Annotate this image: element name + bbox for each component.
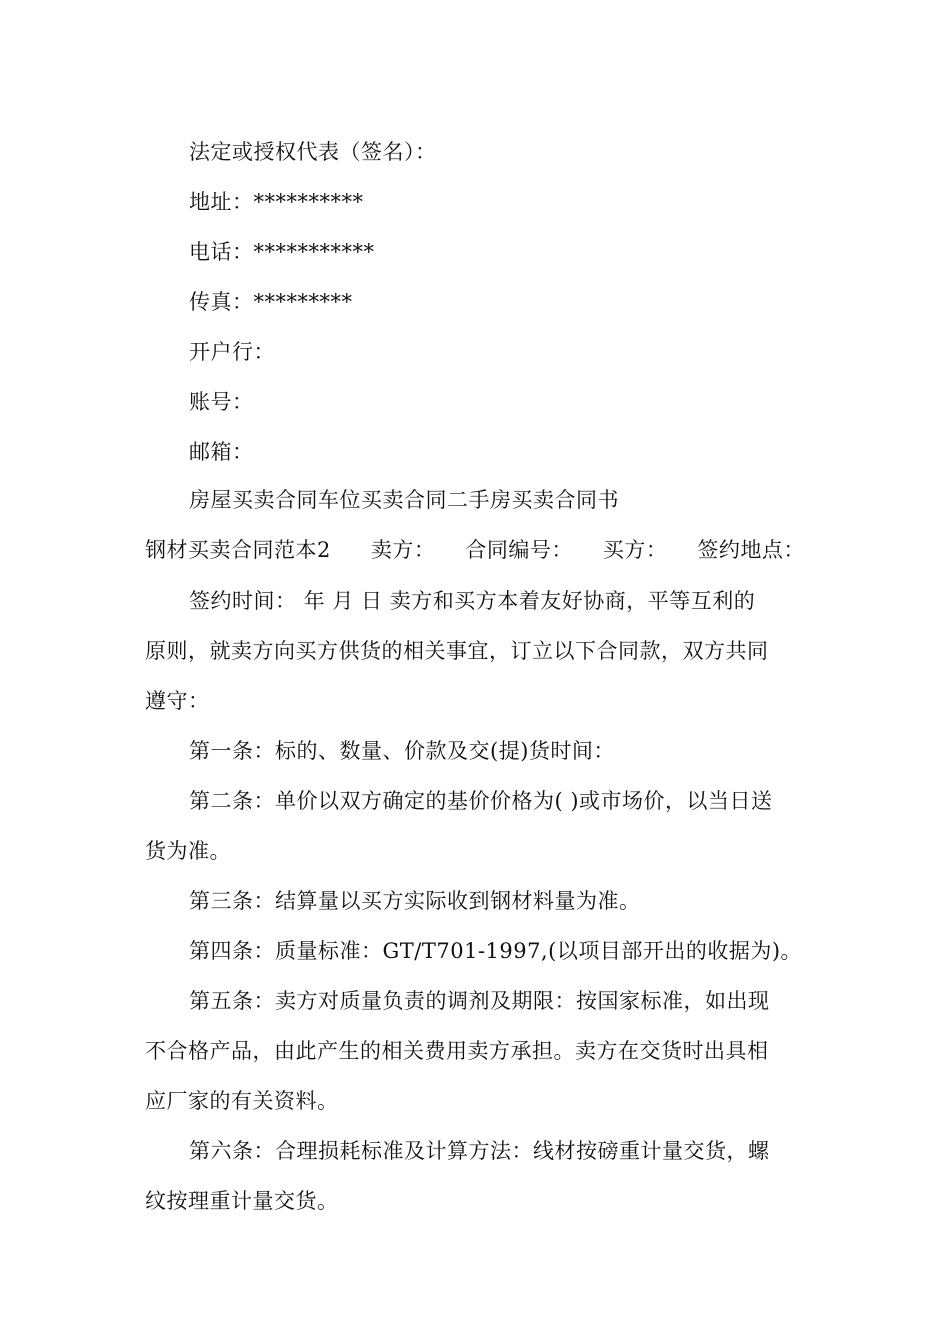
email-line: 邮箱： (189, 440, 254, 464)
account-line: 账号： (189, 390, 254, 414)
address-line: 地址：********** (189, 190, 364, 214)
article-1-line-1: 第一条：标的、数量、价款及交(提)货时间： (189, 739, 615, 763)
intro-line-1: 签约时间： 年 月 日 卖方和买方本着友好协商，平等互利的 (189, 589, 756, 613)
phone-line: 电话：*********** (189, 240, 375, 264)
article-5-line-2: 不合格产品，由此产生的相关费用卖方承担。卖方在交货时出具相 (145, 1039, 769, 1063)
article-6-line-1: 第六条：合理损耗标准及计算方法：线材按磅重计量交货，螺 (189, 1139, 770, 1163)
article-3-line-1: 第三条：结算量以买方实际收到钢材料量为准。 (189, 889, 641, 913)
contract-title: 钢材买卖合同范本2 (145, 538, 331, 562)
article-2-line-1: 第二条：单价以双方确定的基价价格为( )或市场价，以当日送 (189, 789, 773, 813)
signing-place-label: 签约地点： (697, 538, 805, 562)
contract-number-label: 合同编号： (465, 538, 573, 562)
article-4-line-1: 第四条：质量标准：GT/T701-1997,(以项目部开出的收据为)。 (189, 939, 803, 963)
intro-line-3: 遵守： (145, 689, 210, 713)
article-5-line-3: 应厂家的有关资料。 (145, 1089, 339, 1113)
buyer-label: 买方： (602, 538, 668, 562)
intro-line-2: 原则，就卖方向买方供货的相关事宜，订立以下合同款，双方共同 (145, 639, 769, 663)
article-5-line-1: 第五条：卖方对质量负责的调剂及期限：按国家标准，如出现 (189, 989, 770, 1013)
seller-label: 卖方： (370, 538, 436, 562)
fax-line: 传真：********* (189, 290, 353, 314)
representative-signature-line: 法定或授权代表（签名）： (189, 140, 437, 164)
contract-header (145, 540, 805, 561)
bank-line: 开户行： (189, 340, 275, 364)
article-2-line-2: 货为准。 (145, 839, 231, 863)
article-6-line-2: 纹按理重计量交货。 (145, 1189, 339, 1213)
related-contracts-line: 房屋买卖合同车位买卖合同二手房买卖合同书 (189, 488, 619, 512)
